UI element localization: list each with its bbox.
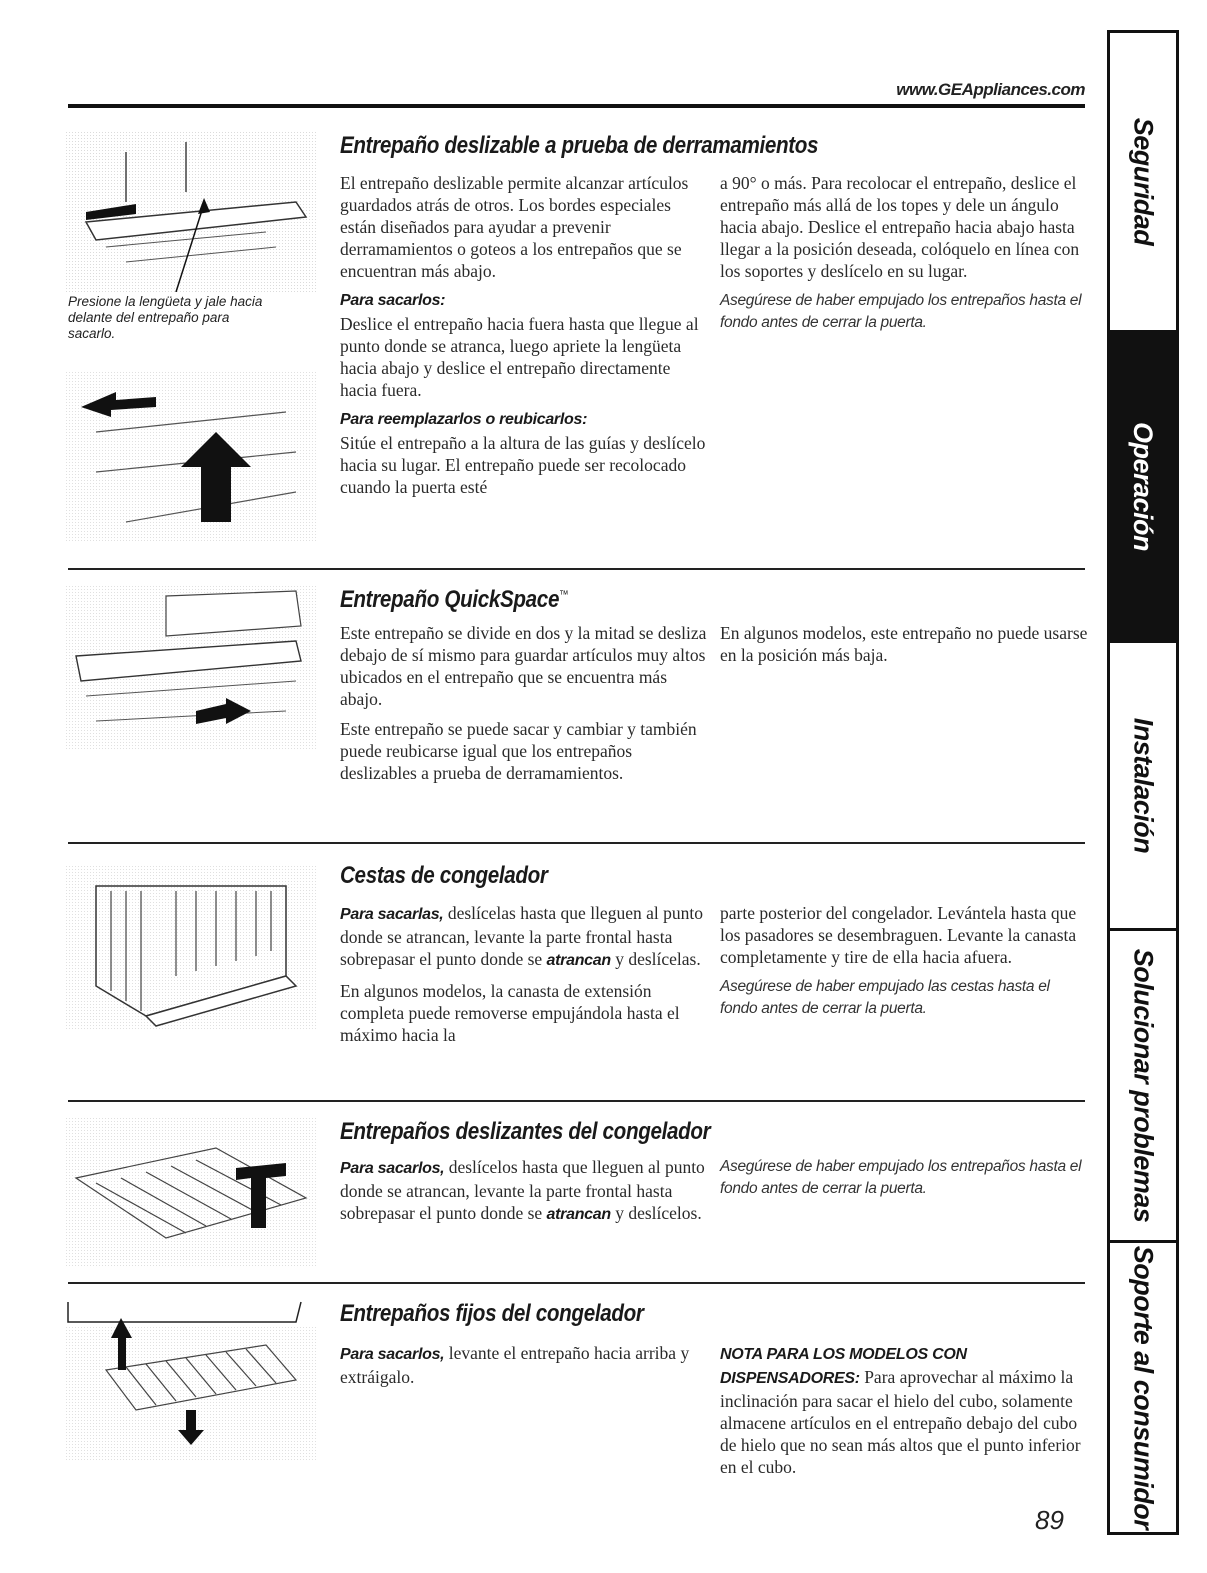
section-divider [68, 568, 1085, 570]
body-text: a 90° o más. Para recolocar el entrepaño, deslice el entrepaño más allá de los topes y dele un ángulo hacia abajo. Deslice el entrepaño hacia abajo hasta llegar a la posición deseada, colóquelo en línea con los soportes y deslícelo en su lugar. [720, 173, 1080, 281]
section-slide-shelves-left [340, 1156, 710, 1234]
section-fixed-shelves-right [720, 1342, 1090, 1486]
body-text: parte posterior del congelador. Levántela hasta que los pasadores se desembraguen. Levante la canasta completamente y tire de ella hacia afuera. [720, 903, 1077, 967]
tab-seguridad[interactable]: Seguridad [1110, 33, 1176, 333]
section-divider [68, 842, 1085, 844]
site-url[interactable]: www.GEAppliances.com [896, 80, 1085, 99]
section-quickspace-left [340, 622, 710, 792]
quickspace-shelf-illustration [66, 586, 316, 751]
tab-solucionar-problemas[interactable]: Solucionar problemas [1110, 931, 1176, 1243]
body-text: Sitúe el entrepaño a la altura de las guías y deslícelo hacia su lugar. El entrepaño puede ser recolocado cuando la puerta esté [340, 433, 706, 497]
tab-instalacion[interactable]: Instalación [1110, 643, 1176, 931]
section-title-quickspace-shelf: Entrepaño QuickSpace™ [340, 586, 569, 613]
tab-operacion[interactable]: Operación [1110, 333, 1176, 643]
page-number: 89 [1035, 1505, 1064, 1535]
body-text: Este entrepaño se divide en dos y la mitad se desliza debajo de sí mismo para guardar artículos muy altos ubicados en el entrepaño que se encuentra más abajo. [340, 623, 707, 709]
body-text: Para sacarlas, deslícelas hasta que lleguen al punto donde se atrancan, levante la parte frontal hasta sobrepasar el punto donde se atrancan y deslícelas. [340, 903, 703, 969]
header-rule [68, 104, 1085, 108]
section-divider [68, 1282, 1085, 1284]
note-text: Asegúrese de haber empujado los entrepaños hasta el fondo antes de cerrar la puerta. [720, 1158, 1082, 1197]
section-title-freezer-baskets: Cestas de congelador [340, 862, 548, 889]
body-text: Para sacarlos, deslícelos hasta que lleguen al punto donde se atrancan, levante la parte frontal hasta sobrepasar el punto donde se atrancan y deslícelos. [340, 1157, 705, 1223]
note-text: Asegúrese de haber empujado las cestas hasta el fondo antes de cerrar la puerta. [720, 978, 1050, 1017]
note-text: Asegúrese de haber empujado los entrepaños hasta el fondo antes de cerrar la puerta. [720, 292, 1082, 331]
tab-soporte-al-consumidor[interactable]: Soporte al consumidor [1128, 1245, 1159, 1530]
subheading-replace: Para reemplazarlos o reubicarlos: [340, 411, 588, 428]
section-quickspace-right [720, 622, 1090, 674]
section-baskets-right [720, 902, 1090, 1028]
body-text: En algunos modelos, este entrepaño no puede usarse en la posición más baja. [720, 623, 1088, 665]
fixed-freezer-shelf-illustration [66, 1300, 316, 1460]
section-spillproof-right [720, 172, 1090, 342]
body-text: Este entrepaño se puede sacar y cambiar y también puede reubicarse igual que los entrepaños deslizables a prueba de derramamientos. [340, 719, 697, 783]
freezer-basket-illustration [66, 866, 316, 1031]
body-text: Para sacarlos, levante el entrepaño hacia arriba y extráigalo. [340, 1343, 690, 1387]
section-title-fixed-freezer-shelves: Entrepaños fijos del congelador [340, 1300, 644, 1327]
body-text: En algunos modelos, la canasta de extensión completa puede removerse empujándola hasta el máximo hacia la [340, 981, 680, 1045]
section-divider [68, 1100, 1085, 1102]
section-slide-shelves-right [720, 1156, 1090, 1208]
section-tabs [1107, 30, 1179, 1535]
section-spillproof-left [340, 172, 710, 506]
body-text: Deslice el entrepaño hacia fuera hasta que llegue al punto donde se atranca, luego apriete la lengüeta hacia abajo y deslice el entrepaño directamente hacia fuera. [340, 314, 699, 400]
slide-shelf-illustration-2 [66, 372, 316, 542]
body-text: El entrepaño deslizable permite alcanzar artículos guardados atrás de otros. Los bordes especiales están diseñados para ayudar a prevenir derramamientos o goteos a los entrepaños que se encuentran más abajo. [340, 173, 689, 281]
freezer-slide-shelf-illustration [66, 1118, 316, 1268]
subheading-remove: Para sacarlos: [340, 292, 446, 309]
trademark-symbol: ™ [559, 589, 569, 601]
slide-shelf-illustration-1 [66, 132, 316, 292]
section-baskets-left [340, 902, 710, 1054]
illustration-caption: Presione la lengüeta y jale hacia delante del entrepaño para sacarlo. [68, 294, 263, 341]
body-text: NOTA PARA LOS MODELOS CON DISPENSADORES: Para aprovechar al máximo la inclinación para sacar el hielo del cubo, solamente almacene artículos en el entrepaño debajo del cubo de hielo que no sean más altos que el punto inferior en el cubo. [720, 1346, 1081, 1477]
section-fixed-shelves-left [340, 1342, 710, 1396]
section-title-freezer-slide-shelves: Entrepaños deslizantes del congelador [340, 1118, 711, 1145]
section-title-spillproof-shelf: Entrepaño deslizable a prueba de derramamientos [340, 132, 819, 159]
